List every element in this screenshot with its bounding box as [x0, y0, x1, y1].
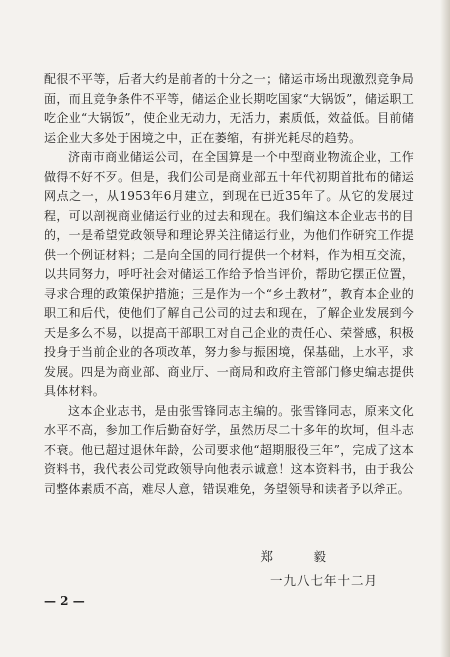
page-number: — 2 — [44, 594, 85, 608]
paragraph-3: 这本企业志书，是由张雪锋同志主编的。张雪锋同志，原来文化水平不高，参加工作后勤奋好学，虽然历尽二十多年的坎坷，但斗志不衰。他已超过退休年龄，公司要求他“超期服役三年”，完成了这本资料书，我代表公司党政领导向他表示诚意！这本资料书，由于我公司整体素质不高，难尽人意，错误难免，务望领导和读者予以斧正。 [44, 403, 414, 496]
preface-body [44, 70, 414, 499]
date-line: 一九八七年十二月 [269, 573, 378, 588]
page-edge-shadow [440, 0, 450, 657]
paragraph-1: 配很不平等，后者大约是前者的十分之一；储运市场出现激烈竞争局面，而且竞争条件不平等，储运企业长期吃国家“大锅饭”，储运职工吃企业“大锅饭”，使企业无动力，无活力，素质低，效益低。目前储运企业大多处于困境之中，正在萎缩，有拼光耗尽的趋势。 [44, 72, 414, 145]
author-signature: 郑 毅 [260, 549, 340, 564]
paragraph-2: 济南市商业储运公司，在全国算是一个中型商业物流企业，工作做得不好不歹。但是，我们公司是商业部五十年代初期首批布的储运网点之一，从1953年6月建立，到现在已近35年了。从它的发展过程，可以剖视商业储运行业的过去和现在。我们编这本企业志书的目的，一是希望党政领导和理论界关注储运行业，为他们作研究工作提供一个例证材料；二是向全国的同行提供一个材料，作为相互交流，以共同努力，呼吁社会对储运工作给予恰当评价，帮助它摆正位置，寻求合理的政策保护措施；三是作为一个“乡土教材”，教育本企业的职工和后代，使他们了解自己公司的过去和现在，了解企业发展到今天是多么不易，以提高干部职工对自己企业的责任心、荣誉感，积极投身于当前企业的各项改革，努力参与振困境，保基础，上水平，求发展。四是为商业部、商业厅、一商局和政府主管部门修史编志提供具体材料。 [44, 150, 414, 398]
